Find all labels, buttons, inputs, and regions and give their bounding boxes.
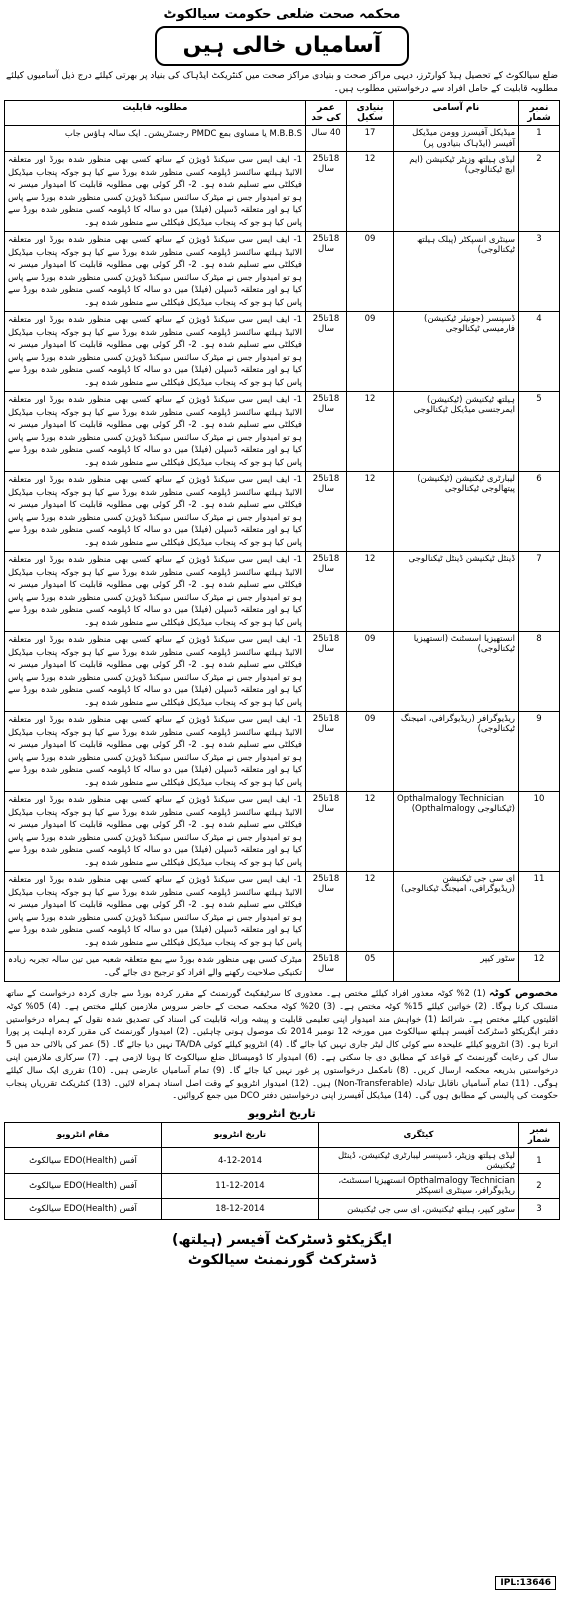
iv-category: Opthalmalogy Technician انستھیزیا اسسٹنٹ، ریڈیوگرافر، سینٹری انسپکٹر	[319, 1174, 519, 1199]
iv-category: لیڈی ہیلتھ وزیٹر، ڈسپنسر لیبارٹری ٹیکنیشن، ڈینٹل ٹیکنیشن	[319, 1148, 519, 1174]
table-row	[5, 472, 560, 552]
row-age: 18تا25 سال	[306, 632, 347, 712]
row-qualification: 1- ایف ایس سی سیکنڈ ڈویژن کے ساتھ کسی بھی منظور شدہ بورڈ اور متعلقہ الائیڈ ہیلتھ سائنسز ڈپلومہ کسی منظور شدہ بورڈ سے کیا ہو جوکہ پنجاب میڈیکل فیکلٹی سے تسلیم شدہ ہو۔ 2- اگر کوئی بھی مطلوبہ قابلیت کا امیدوار میسر نہ ہو تو امیدوار جس نے میٹرک سائنس سیکنڈ ڈویژن کسی منظور شدہ بورڈ سے پاس کیا ہو اور متعلقہ ڈسپلن (فیلڈ) میں دو سالہ کا ڈپلومہ کسی منظور شدہ بورڈ سے پاس کیا ہو جو کہ پنجاب میڈیکل فیکلٹی سے منظور شدہ ہو۔	[5, 312, 306, 392]
interview-row	[5, 1199, 560, 1220]
row-qualification: 1- ایف ایس سی سیکنڈ ڈویژن کے ساتھ کسی بھی منظور شدہ بورڈ اور متعلقہ الائیڈ ہیلتھ سائنسز ڈپلومہ کسی منظور شدہ بورڈ سے کیا ہو جوکہ پنجاب میڈیکل فیکلٹی سے تسلیم شدہ ہو۔ 2- اگر کوئی بھی مطلوبہ قابلیت کا امیدوار میسر نہ ہو تو امیدوار جس نے میٹرک سائنس سیکنڈ ڈویژن کسی منظور شدہ بورڈ سے پاس کیا ہو اور متعلقہ ڈسپلن (فیلڈ) میں دو سالہ کا ڈپلومہ کسی منظور شدہ بورڈ سے پاس کیا ہو جو کہ پنجاب میڈیکل فیکلٹی سے منظور شدہ ہو۔	[5, 632, 306, 712]
iv-sr: 3	[519, 1199, 560, 1220]
iv-header-category: کیٹگری	[319, 1123, 519, 1148]
iv-date: 11-12-2014	[162, 1174, 319, 1199]
row-scale: 12	[347, 872, 394, 952]
vacancies-table-body	[5, 126, 560, 982]
signature-block	[4, 1230, 560, 1270]
row-scale: 09	[347, 312, 394, 392]
row-name: میڈیکل آفیسرز وومن میڈیکل آفیسر (ایڈہاک بنیادوں پر)	[394, 126, 519, 152]
row-age: 18تا25 سال	[306, 552, 347, 632]
row-name: انستھیزیا اسسٹنٹ (انستھیزیا ٹیکنالوجی)	[394, 632, 519, 712]
header-name: نام آسامی	[394, 101, 519, 126]
row-name: سینٹری انسپکٹر (پبلک ہیلتھ ٹیکنالوجی)	[394, 232, 519, 312]
row-qualification: 1- ایف ایس سی سیکنڈ ڈویژن کے ساتھ کسی بھی منظور شدہ بورڈ اور متعلقہ الائیڈ ہیلتھ سائنسز ڈپلومہ کسی منظور شدہ بورڈ سے کیا ہو جوکہ پنجاب میڈیکل فیکلٹی سے تسلیم شدہ ہو۔ 2- اگر کوئی بھی مطلوبہ قابلیت کا امیدوار میسر نہ ہو تو امیدوار جس نے میٹرک سائنس سیکنڈ ڈویژن کسی منظور شدہ بورڈ سے پاس کیا ہو اور متعلقہ ڈسپلن (فیلڈ) میں دو سالہ کا ڈپلومہ کسی منظور شدہ بورڈ سے پاس کیا ہو جو کہ پنجاب میڈیکل فیکلٹی سے منظور شدہ ہو۔	[5, 552, 306, 632]
header-scale: بنیادی سکیل	[347, 101, 394, 126]
row-scale: 09	[347, 712, 394, 792]
row-sr: 2	[519, 152, 560, 232]
row-scale: 12	[347, 552, 394, 632]
row-sr: 9	[519, 712, 560, 792]
quota-title: مخصوص کوٹہ	[489, 988, 558, 999]
row-sr: 4	[519, 312, 560, 392]
vacancies-table	[4, 100, 560, 982]
iv-header-place: مقام انٹرویو	[5, 1123, 162, 1148]
vacancies-banner: آسامیاں خالی ہیں	[155, 26, 409, 66]
row-qualification: 1- ایف ایس سی سیکنڈ ڈویژن کے ساتھ کسی بھی منظور شدہ بورڈ اور متعلقہ الائیڈ ہیلتھ سائنسز ڈپلومہ کسی منظور شدہ بورڈ سے کیا ہو جوکہ پنجاب میڈیکل فیکلٹی سے تسلیم شدہ ہو۔ 2- اگر کوئی بھی مطلوبہ قابلیت کا امیدوار میسر نہ ہو تو امیدوار جس نے میٹرک سائنس سیکنڈ ڈویژن کسی منظور شدہ بورڈ سے پاس کیا ہو اور متعلقہ ڈسپلن (فیلڈ) میں دو سالہ کا ڈپلومہ کسی منظور شدہ بورڈ سے پاس کیا ہو جو کہ پنجاب میڈیکل فیکلٹی سے منظور شدہ ہو۔	[5, 712, 306, 792]
quota-section	[6, 988, 558, 1103]
iv-header-sr: نمبر شمار	[519, 1123, 560, 1148]
row-sr: 1	[519, 126, 560, 152]
interview-table	[4, 1122, 560, 1220]
table-row	[5, 312, 560, 392]
interview-row	[5, 1148, 560, 1174]
table-row	[5, 872, 560, 952]
row-scale: 09	[347, 632, 394, 712]
interview-row	[5, 1174, 560, 1199]
row-sr: 11	[519, 872, 560, 952]
row-age: 18تا25 سال	[306, 872, 347, 952]
row-age: 18تا25 سال	[306, 712, 347, 792]
row-age: 40 سال	[306, 126, 347, 152]
header-age: عمر کی حد	[306, 101, 347, 126]
row-age: 18تا25 سال	[306, 312, 347, 392]
iv-place: آفس EDO(Health) سیالکوٹ	[5, 1199, 162, 1220]
department-title: محکمہ صحت ضلعی حکومت سیالکوٹ	[163, 7, 401, 22]
row-name: ریڈیوگرافر (ریڈیوگرافی، امیجنگ ٹیکنالوجی)	[394, 712, 519, 792]
row-scale: 12	[347, 792, 394, 872]
row-age: 18تا25 سال	[306, 392, 347, 472]
signature-line-1: ایگزیکٹو ڈسٹرکٹ آفیسر (ہیلتھ)	[172, 1232, 392, 1249]
intro-text: ضلع سیالکوٹ کے تحصیل ہیڈ کوارٹرز، دیہی مراکز صحت و بنیادی مراکز صحت میں کنٹریکٹ ایڈہاک کی بنیاد پر بھرتی کیلئے درج ذیل آسامیوں کیلئے مطلوبہ قابلیت کے حامل افراد سے درخواستیں مطلوب ہیں۔	[6, 71, 558, 94]
row-qualification: 1- ایف ایس سی سیکنڈ ڈویژن کے ساتھ کسی بھی منظور شدہ بورڈ اور متعلقہ الائیڈ ہیلتھ سائنسز ڈپلومہ کسی منظور شدہ بورڈ سے کیا ہو جوکہ پنجاب میڈیکل فیکلٹی سے تسلیم شدہ ہو۔ 2- اگر کوئی بھی مطلوبہ قابلیت کا امیدوار میسر نہ ہو تو امیدوار جس نے میٹرک سائنس سیکنڈ ڈویژن کسی منظور شدہ بورڈ سے پاس کیا ہو اور متعلقہ ڈسپلن (فیلڈ) میں دو سالہ کا ڈپلومہ کسی منظور شدہ بورڈ سے پاس کیا ہو جو کہ پنجاب میڈیکل فیکلٹی سے منظور شدہ ہو۔	[5, 872, 306, 952]
row-scale: 17	[347, 126, 394, 152]
row-sr: 6	[519, 472, 560, 552]
row-qualification: M.B.B.S یا مساوی بمع PMDC رجسٹریشن۔ ایک سالہ ہاؤس جاب	[5, 126, 306, 152]
signature-line-2: ڈسٹرکٹ گورنمنٹ سیالکوٹ	[187, 1252, 377, 1269]
iv-date: 18-12-2014	[162, 1199, 319, 1220]
row-name: لیڈی ہیلتھ وزیٹر ٹیکنیشن (ایم ایچ ٹیکنالوجی)	[394, 152, 519, 232]
row-name: سٹور کیپر	[394, 952, 519, 982]
row-age: 18تا25 سال	[306, 952, 347, 982]
table-row	[5, 232, 560, 312]
row-sr: 5	[519, 392, 560, 472]
interview-title: تاریخ انٹرویو	[248, 1107, 316, 1121]
row-sr: 10	[519, 792, 560, 872]
row-name: ڈسپنسر (جونیئر ٹیکنیشن) فارمیسی ٹیکنالوجی	[394, 312, 519, 392]
table-row	[5, 712, 560, 792]
table-header-row	[5, 101, 560, 126]
row-scale: 12	[347, 472, 394, 552]
row-name	[394, 792, 519, 872]
iv-sr: 1	[519, 1148, 560, 1174]
header-sr: نمبر شمار	[519, 101, 560, 126]
iv-place: آفس EDO(Health) سیالکوٹ	[5, 1148, 162, 1174]
row-name-urdu: (ٹیکنالوجی Opthalmalogy)	[411, 804, 515, 814]
table-row	[5, 152, 560, 232]
table-row	[5, 126, 560, 152]
row-scale: 05	[347, 952, 394, 982]
iv-date: 4-12-2014	[162, 1148, 319, 1174]
row-sr: 3	[519, 232, 560, 312]
table-row	[5, 392, 560, 472]
row-age: 18تا25 سال	[306, 472, 347, 552]
row-scale: 12	[347, 392, 394, 472]
table-row	[5, 952, 560, 982]
table-row	[5, 792, 560, 872]
row-name: ہیلتھ ٹیکنیشن (ٹیکنیشن) ایمرجنسی میڈیکل ٹیکنالوجی	[394, 392, 519, 472]
row-sr: 7	[519, 552, 560, 632]
row-sr: 8	[519, 632, 560, 712]
row-name-english: Opthalmalogy Technician	[397, 794, 504, 804]
ipl-code: IPL:13646	[495, 1576, 556, 1590]
row-scale: 12	[347, 152, 394, 232]
iv-category: سٹور کیپر، ہیلتھ ٹیکنیشن، ای سی جی ٹیکنیشن	[319, 1199, 519, 1220]
quota-text: (1) 2% کوٹہ معذور افراد کیلئے مختص ہے۔ معذوری کا سرٹیفکیٹ گورنمنٹ کے مقرر کردہ بورڈ سے جاری کردہ درخواست کے ساتھ منسلک کرنا ہوگا۔ (2) خواتین کیلئے 15% کوٹہ مختص ہے۔ (3) 20% کوٹہ محکمہ صحت کے حاضر سروس ملازمین کیلئے مختص ہے۔ (4) 05% کوٹہ اقلیتوں کیلئے مختص ہے۔ شرائط (1) خواہش مند امیدوار اپنی تعلیمی قابلیت و پیشہ ورانہ قابلیت کی اسناد کی تصدیق شدہ نقول کے ہمراہ درخواستیں دفتر ایگزیکٹو ڈسٹرکٹ آفیسر ہیلتھ سیالکوٹ میں مورخہ 12 نومبر 2014 تک موصول ہونی چاہئیں۔ (2) امیدوار گورنمنٹ کی مقرر کردہ اہلیت پر پورا اترتا ہو۔ (3) انٹرویو کیلئے علیحدہ سے کوئی کال لیٹر جاری نہیں کیا جائے گا۔ (4) انٹرویو کیلئے کوئی TA/DA نہیں دیا جائے گا۔ (5) عمر کی بالائی حد میں 5 سال کی رعایت گورنمنٹ کے قواعد کے مطابق دی جا سکتی ہے۔ (6) امیدوار کا ڈومیسائل ضلع سیالکوٹ کا ہونا لازمی ہے۔ (7) سرکاری ملازمین اپنی درخواستیں بذریعہ محکمہ ارسال کریں۔ (8) نامکمل درخواستوں پر غور نہیں کیا جائے گا۔ (9) تمام آسامیاں عارضی ہیں۔ (10) تقرری ایک سال کیلئے ہوگی۔ (11) تمام آسامیاں ناقابل تبادلہ (Non-Transferable) ہیں۔ (12) امیدوار انٹرویو کے وقت اصل اسناد ہمراہ لائیں۔ (13) کنٹریکٹ تقرریاں پنجاب حکومت کی پالیسی کے مطابق ہوں گی۔ (14) میڈیکل آفیسرز اپنی درخواستیں دفتر DCO میں جمع کروائیں۔	[6, 989, 558, 1102]
table-row	[5, 552, 560, 632]
row-age: 18تا25 سال	[306, 152, 347, 232]
interview-table-body	[5, 1148, 560, 1220]
row-scale: 09	[347, 232, 394, 312]
row-age: 18تا25 سال	[306, 232, 347, 312]
row-sr: 12	[519, 952, 560, 982]
iv-place: آفس EDO(Health) سیالکوٹ	[5, 1174, 162, 1199]
interview-header-row	[5, 1123, 560, 1148]
row-name: ای سی جی ٹیکنیشن (ریڈیوگرافی، امیجنگ ٹیکنالوجی)	[394, 872, 519, 952]
table-row	[5, 632, 560, 712]
advertisement	[4, 4, 560, 1596]
row-qualification: 1- ایف ایس سی سیکنڈ ڈویژن کے ساتھ کسی بھی منظور شدہ بورڈ اور متعلقہ الائیڈ ہیلتھ سائنسز ڈپلومہ کسی منظور شدہ بورڈ سے کیا ہو جوکہ پنجاب میڈیکل فیکلٹی سے تسلیم شدہ ہو۔ 2- اگر کوئی بھی مطلوبہ قابلیت کا امیدوار میسر نہ ہو تو امیدوار جس نے میٹرک سائنس سیکنڈ ڈویژن کسی منظور شدہ بورڈ سے پاس کیا ہو اور متعلقہ ڈسپلن (فیلڈ) میں دو سالہ کا ڈپلومہ کسی منظور شدہ بورڈ سے پاس کیا ہو جو کہ پنجاب میڈیکل فیکلٹی سے منظور شدہ ہو۔	[5, 792, 306, 872]
row-name: لیبارٹری ٹیکنیشن (ٹیکنیشن) پیتھالوجی ٹیکنالوجی	[394, 472, 519, 552]
header-qualification: مطلوبہ قابلیت	[5, 101, 306, 126]
row-qualification: 1- ایف ایس سی سیکنڈ ڈویژن کے ساتھ کسی بھی منظور شدہ بورڈ اور متعلقہ الائیڈ ہیلتھ سائنسز ڈپلومہ کسی منظور شدہ بورڈ سے کیا ہو جوکہ پنجاب میڈیکل فیکلٹی سے تسلیم شدہ ہو۔ 2- اگر کوئی بھی مطلوبہ قابلیت کا امیدوار میسر نہ ہو تو امیدوار جس نے میٹرک سائنس سیکنڈ ڈویژن کسی منظور شدہ بورڈ سے پاس کیا ہو اور متعلقہ ڈسپلن (فیلڈ) میں دو سالہ کا ڈپلومہ کسی منظور شدہ بورڈ سے پاس کیا ہو جو کہ پنجاب میڈیکل فیکلٹی سے منظور شدہ ہو۔	[5, 232, 306, 312]
iv-header-date: تاریخ انٹرویو	[162, 1123, 319, 1148]
iv-sr: 2	[519, 1174, 560, 1199]
row-qualification: 1- ایف ایس سی سیکنڈ ڈویژن کے ساتھ کسی بھی منظور شدہ بورڈ اور متعلقہ الائیڈ ہیلتھ سائنسز ڈپلومہ کسی منظور شدہ بورڈ سے کیا ہو جوکہ پنجاب میڈیکل فیکلٹی سے تسلیم شدہ ہو۔ 2- اگر کوئی بھی مطلوبہ قابلیت کا امیدوار میسر نہ ہو تو امیدوار جس نے میٹرک سائنس سیکنڈ ڈویژن کسی منظور شدہ بورڈ سے پاس کیا ہو اور متعلقہ ڈسپلن (فیلڈ) میں دو سالہ کا ڈپلومہ کسی منظور شدہ بورڈ سے پاس کیا ہو جو کہ پنجاب میڈیکل فیکلٹی سے منظور شدہ ہو۔	[5, 152, 306, 232]
row-name: ڈینٹل ٹیکنیشن ڈینٹل ٹیکنالوجی	[394, 552, 519, 632]
row-qualification: 1- ایف ایس سی سیکنڈ ڈویژن کے ساتھ کسی بھی منظور شدہ بورڈ اور متعلقہ الائیڈ ہیلتھ سائنسز ڈپلومہ کسی منظور شدہ بورڈ سے کیا ہو جوکہ پنجاب میڈیکل فیکلٹی سے تسلیم شدہ ہو۔ 2- اگر کوئی بھی مطلوبہ قابلیت کا امیدوار میسر نہ ہو تو امیدوار جس نے میٹرک سائنس سیکنڈ ڈویژن کسی منظور شدہ بورڈ سے پاس کیا ہو اور متعلقہ ڈسپلن (فیلڈ) میں دو سالہ کا ڈپلومہ کسی منظور شدہ بورڈ سے پاس کیا ہو جو کہ پنجاب میڈیکل فیکلٹی سے منظور شدہ ہو۔	[5, 472, 306, 552]
row-qualification: 1- ایف ایس سی سیکنڈ ڈویژن کے ساتھ کسی بھی منظور شدہ بورڈ اور متعلقہ الائیڈ ہیلتھ سائنسز ڈپلومہ کسی منظور شدہ بورڈ سے کیا ہو جوکہ پنجاب میڈیکل فیکلٹی سے تسلیم شدہ ہو۔ 2- اگر کوئی بھی مطلوبہ قابلیت کا امیدوار میسر نہ ہو تو امیدوار جس نے میٹرک سائنس سیکنڈ ڈویژن کسی منظور شدہ بورڈ سے پاس کیا ہو اور متعلقہ ڈسپلن (فیلڈ) میں دو سالہ کا ڈپلومہ کسی منظور شدہ بورڈ سے پاس کیا ہو جو کہ پنجاب میڈیکل فیکلٹی سے منظور شدہ ہو۔	[5, 392, 306, 472]
row-age: 18تا25 سال	[306, 792, 347, 872]
row-qualification: میٹرک کسی بھی منظور شدہ بورڈ سے بمع متعلقہ شعبہ میں تین سالہ تجربہ زیادہ تکنیکی صلاحیت رکھنے والے افراد کو ترجیح دی جائے گی۔	[5, 952, 306, 982]
